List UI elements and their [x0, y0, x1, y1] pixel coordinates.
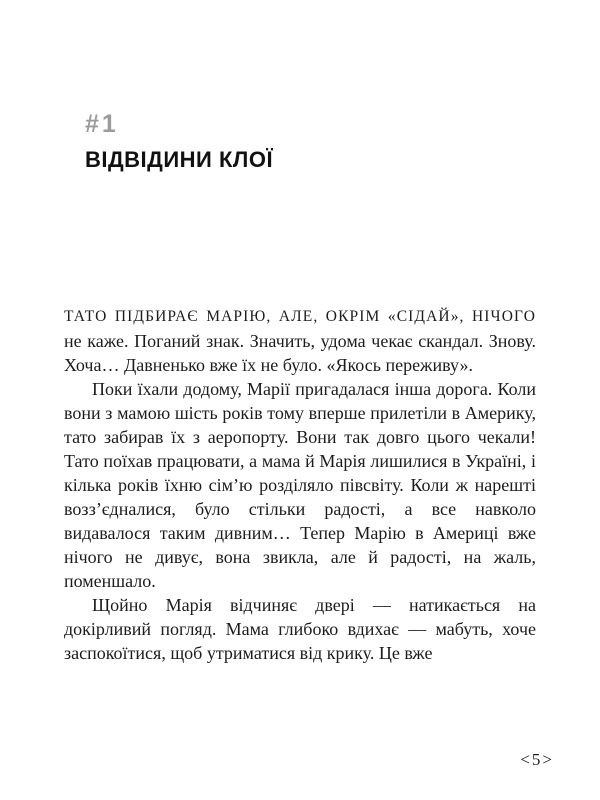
chapter-title: ВІДВІДИНИ КЛОЇ	[85, 147, 274, 172]
paragraph-1	[64, 303, 536, 377]
paragraph-1-rest: не каже. Поганий знак. Значить, удома чекає скандал. Знову. Хоча… Давненько вже їх не було. «Якось переживу».	[64, 331, 536, 375]
body-text	[64, 303, 536, 665]
paragraph-2: Поки їхали додому, Марії пригадалася інша дорога. Коли вони з мамою шість років тому вперше прилетіли в Америку, тато забирав їх з аеропорту. Вони так довго цього чекали! Тато поїхав працювати, а мама й Марія лишилися в Україні, і кілька років їхню сім’ю розділяло півсвіту. Коли ж нарешті возз’єдналися, було стільки радості, а все навколо видавалося таким дивним… Тепер Марію в Америці вже нічого не дивує, вона звикла, але й радості, на жаль, поменшало.	[64, 379, 536, 591]
paragraph-1-lead-caps: ТАТО ПІДБИРАЄ МАРІЮ, АЛЕ, ОКРІМ «СІДАЙ», НІЧОГО	[64, 308, 536, 325]
chapter-number: #1	[85, 110, 119, 138]
page-number: <5>	[520, 750, 554, 769]
chapter-heading	[85, 110, 273, 173]
paragraph-3: Щойно Марія відчиняє двері — натикається на докірливий погляд. Мама глибоко вдихає — мабуть, хоче заспокоїтися, щоб утриматися від крику. Це вже	[64, 595, 536, 663]
